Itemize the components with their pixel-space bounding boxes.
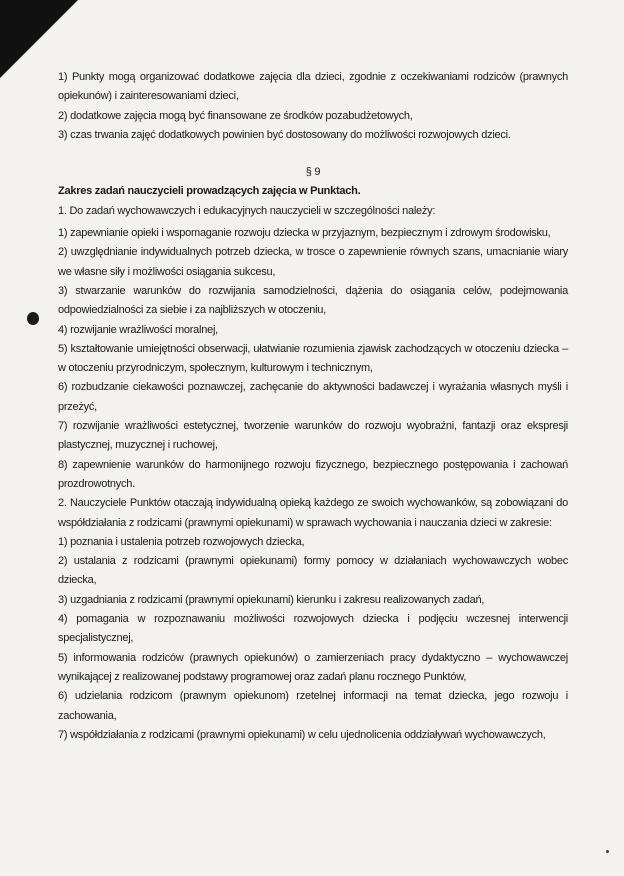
paragraph: 2. Nauczyciele Punktów otaczają indywidualną opieką każdego ze swoich wychowanków, są zobowiązani do współdziałania z rodzicami (prawnymi opiekunami) w sprawach wychowania i nauczania dzieci w zakresie: [58, 497, 568, 529]
list-item: 4) pomagania w rozpoznawaniu możliwości rozwojowych dziecka i podjęciu wczesnej interwencji specjalistycznej, [58, 613, 568, 645]
list-item: 7) współdziałania z rodzicami (prawnymi opiekunami) w celu ujednolicenia oddziaływań wychowawczych, [58, 728, 546, 741]
paragraph: 1) Punkty mogą organizować dodatkowe zajęcia dla dzieci, zgodnie z oczekiwaniami rodziców (prawnych opiekunów) i zainteresowaniami dzieci, [58, 71, 568, 103]
list-item: 3) stwarzanie warunków do rozwijania samodzielności, dążenia do osiągania celów, podejmowania odpowiedzialności za siebie i za najbliższych w otoczeniu, [58, 284, 568, 317]
document-page [58, 68, 568, 745]
scan-corner-shadow [0, 0, 78, 78]
list-item: 1) zapewnianie opieki i wspomaganie rozwoju dziecka w przyjaznym, bezpiecznym i zdrowym środowisku, [58, 227, 551, 240]
list-item: 3) uzgadniania z rodzicami (prawnymi opiekunami) kierunku i zakresu realizowanych zadań, [58, 593, 485, 606]
list-item: 1) poznania i ustalenia potrzeb rozwojowych dziecka, [58, 535, 305, 548]
section-heading: Zakres zadań nauczycieli prowadzących zajęcia w Punktach. [58, 185, 361, 198]
list-item: 8) zapewnienie warunków do harmonijnego rozwoju fizycznego, bezpiecznego postępowania i zachowań prozdrowotnych. [58, 458, 568, 490]
list-item: 2) ustalania z rodzicami (prawnymi opiekunami) formy pomocy w działaniach wychowawczych wobec dziecka, [58, 555, 568, 587]
list-item: 4) rozwijanie wrażliwości moralnej, [58, 323, 218, 336]
scan-speck [606, 850, 609, 853]
list-item: 5) informowania rodziców (prawnych opiekunów) o zamierzeniach pracy dydaktyczno – wychowawczej wynikającej z realizowanej podstawy programowej oraz zadań planu rocznego Punktów, [58, 651, 568, 683]
list-item: 6) udzielania rodzicom (prawnym opiekunom) rzetelnej informacji na temat dziecka, jego rozwoju i zachowania, [58, 690, 568, 722]
paragraph: 2) dodatkowe zajęcia mogą być finansowane ze środków pozabudżetowych, [58, 109, 413, 122]
paragraph: 1. Do zadań wychowawczych i edukacyjnych nauczycieli w szczególności należy: [58, 204, 436, 217]
list-item: 6) rozbudzanie ciekawości poznawczej, zachęcanie do aktywności badawczej i wyrażania własnych myśli i przeżyć, [58, 381, 568, 413]
section-number: § 9 [305, 166, 321, 179]
list-item: 2) uwzględnianie indywidualnych potrzeb dziecka, w trosce o zapewnienie równych szans, umacnianie wiary we własne siły i możliwości osiągania sukcesu, [58, 246, 568, 278]
list-item: 5) kształtowanie umiejętności obserwacji, ułatwianie rozumienia zjawisk zachodzących w otoczeniu dziecka – w otoczeniu przyrodniczym, społecznym, kulturowym i technicznym, [58, 342, 568, 375]
list-item: 7) rozwijanie wrażliwości estetycznej, tworzenie warunków do rozwoju wyobraźni, fantazji oraz ekspresji plastycznej, muzycznej i ruchowej, [58, 420, 568, 452]
punch-hole [27, 312, 39, 325]
paragraph: 3) czas trwania zajęć dodatkowych powinien być dostosowany do możliwości rozwojowych dzieci. [58, 128, 511, 141]
